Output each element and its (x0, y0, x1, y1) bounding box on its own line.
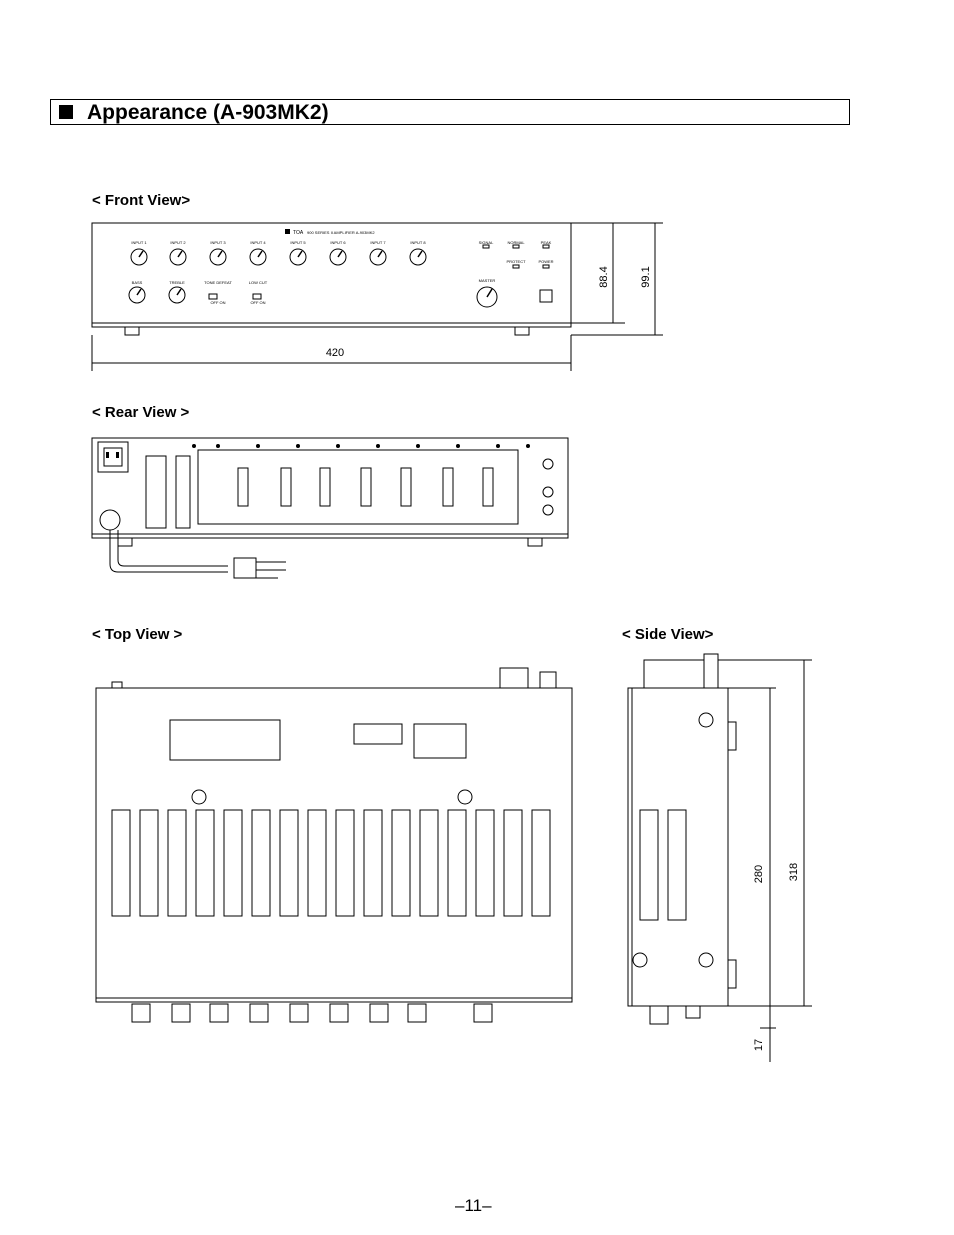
dim-height-body: 88.4 (598, 266, 610, 288)
dim-width: 420 (325, 347, 345, 359)
dim-depth-total: 318 (788, 862, 800, 882)
input-4-label: INPUT 4 (250, 240, 266, 245)
input-6-label: INPUT 6 (330, 240, 346, 245)
input-7-label: INPUT 7 (370, 240, 386, 245)
low-cut-off-on: OFF ON (250, 300, 266, 305)
front-brand: TOA (293, 230, 304, 236)
rear-view-label: < Rear View > (92, 404, 190, 421)
top-view-label: < Top View > (92, 626, 183, 643)
dim-height-total: 99.1 (640, 266, 652, 288)
input-2-label: INPUT 2 (170, 240, 186, 245)
protect-label: PROTECT (506, 259, 526, 264)
master-label: MASTER (478, 278, 496, 283)
rear-view-drawing (88, 434, 573, 594)
input-1-label: INPUT 1 (131, 240, 147, 245)
heading-bullet-icon (59, 105, 73, 119)
front-view-label: < Front View> (92, 192, 191, 209)
input-3-label: INPUT 3 (210, 240, 226, 245)
tone-defeat-label: TONE DEFEAT (204, 280, 232, 285)
treble-label: TREBLE (169, 280, 185, 285)
low-cut-label: LOW CUT (248, 280, 268, 285)
dim-depth-body: 280 (753, 864, 765, 884)
side-view-label: < Side View> (622, 626, 714, 643)
front-model: 900 SERIES II AMPLIFIER A-903MK2 (307, 230, 375, 235)
side-view-drawing (620, 650, 820, 1070)
input-5-label: INPUT 5 (290, 240, 306, 245)
power-label: POWER (538, 259, 554, 264)
peak-label: PEAK (540, 240, 552, 245)
dim-knob-depth: 17 (753, 1038, 765, 1052)
bass-label: BASS (131, 280, 143, 285)
front-view-drawing (85, 215, 675, 375)
signal-label: SIGNAL (478, 240, 494, 245)
normal-label: NORMAL (507, 240, 525, 245)
input-8-label: INPUT 8 (410, 240, 426, 245)
page-number: –11– (455, 1196, 492, 1215)
section-heading (50, 99, 850, 125)
heading-title: Appearance (A-903MK2) (87, 101, 329, 124)
top-view-drawing (92, 660, 582, 1030)
tone-defeat-off-on: OFF ON (210, 300, 226, 305)
